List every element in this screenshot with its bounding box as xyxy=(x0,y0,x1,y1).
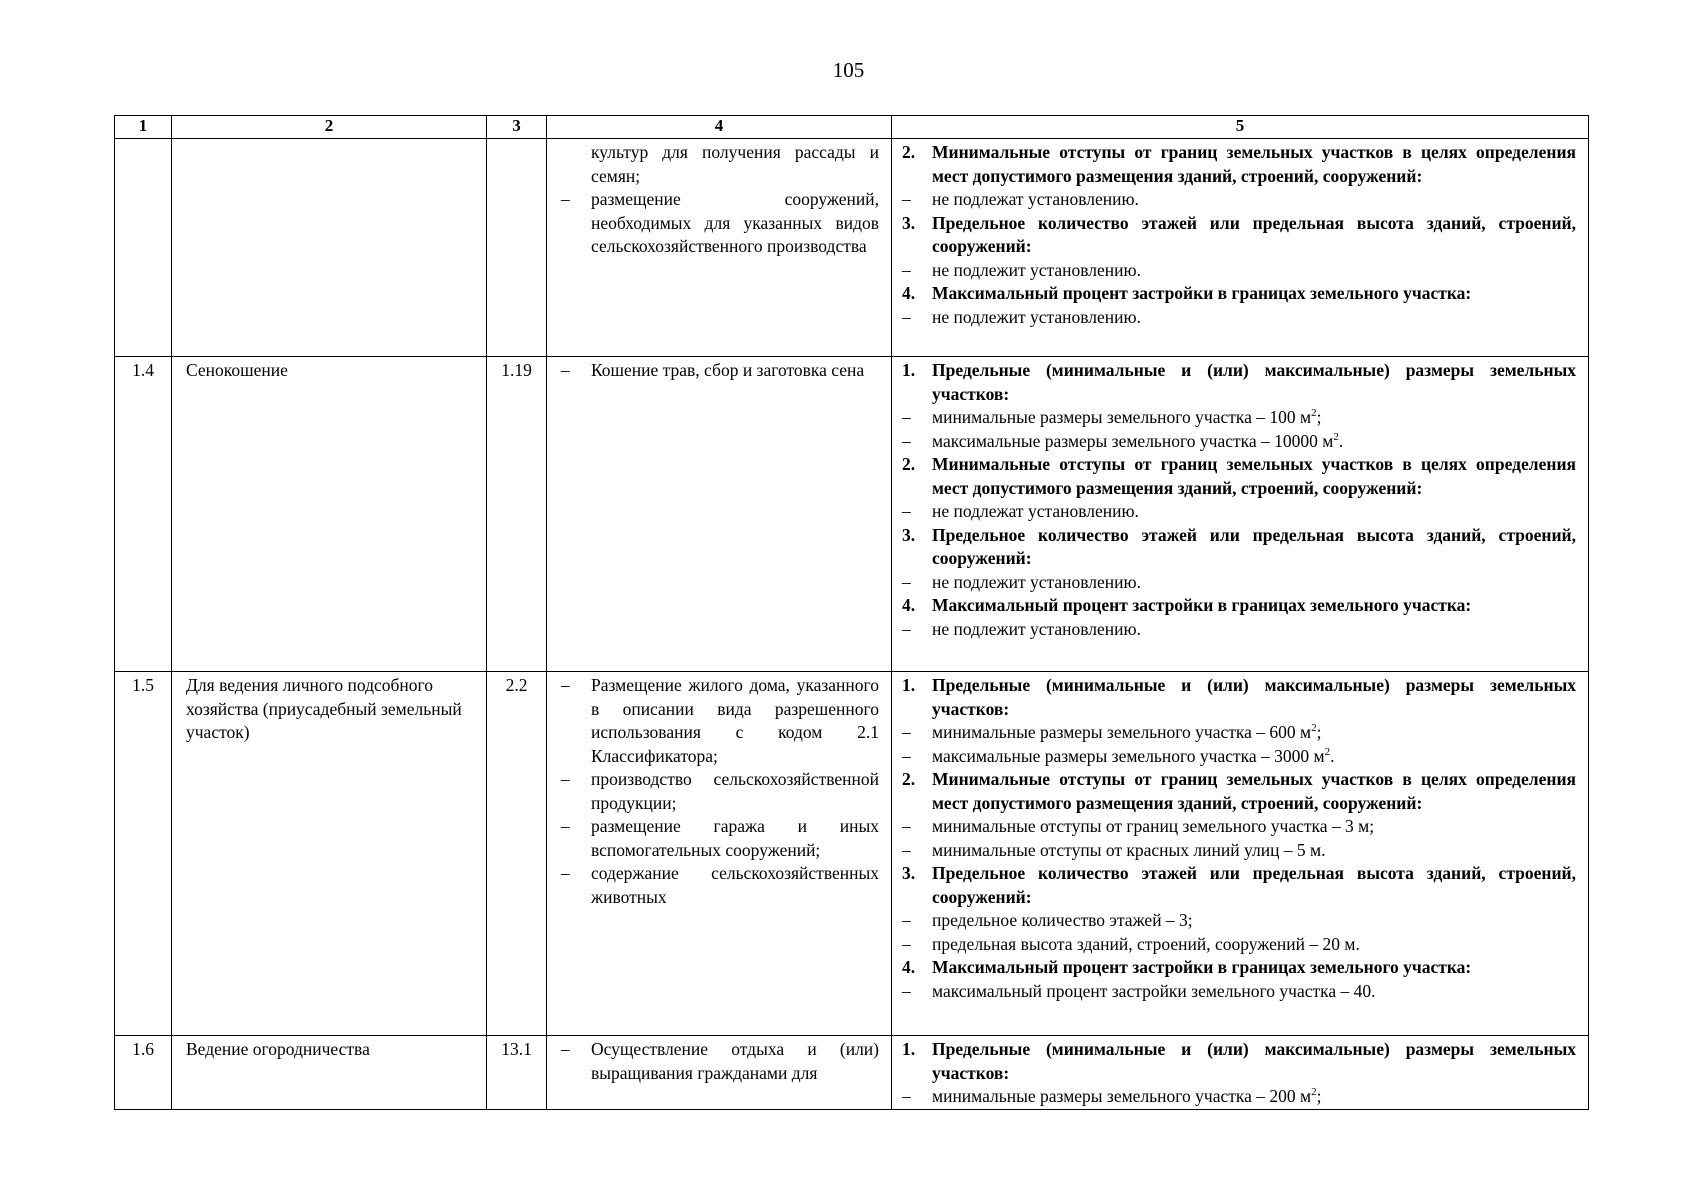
list-item xyxy=(902,1038,1576,1085)
list-marker: – xyxy=(561,189,570,209)
item-text: Предельное количество этажей или предельная высота зданий, строений, сооружений: xyxy=(932,863,1576,907)
list-item xyxy=(902,909,1576,933)
item-text: Предельные (минимальные и (или) максимальные) размеры земельных участков: xyxy=(932,1039,1576,1083)
list-item-text xyxy=(932,141,1576,188)
list-marker: – xyxy=(902,745,911,766)
list-item xyxy=(902,956,1576,980)
list-item xyxy=(902,839,1576,863)
list-marker: – xyxy=(902,980,911,1001)
table-row xyxy=(115,139,1589,357)
item-text: не подлежит установлению. xyxy=(932,259,1141,280)
list-item-text xyxy=(932,721,1576,745)
list-marker: 1. xyxy=(902,360,916,380)
list-item-text xyxy=(932,594,1576,618)
zoning-table xyxy=(114,115,1589,1110)
list-item-text xyxy=(932,839,1576,863)
superscript: 2 xyxy=(1311,1086,1317,1099)
list-item-text xyxy=(932,571,1576,595)
item-text: Минимальные отступы от границ земельных участков в целях определения мест допустимого размещения зданий, строений, сооружений: xyxy=(932,142,1576,186)
list-marker: – xyxy=(902,501,911,521)
item-text: Предельное количество этажей или предельная высота зданий, строений, сооружений: xyxy=(932,212,1576,256)
list-item-text xyxy=(932,815,1576,839)
table-row xyxy=(115,357,1589,672)
item-text: предельная высота зданий, строений, сооружений – 20 м. xyxy=(932,933,1360,954)
list-marker: 2. xyxy=(902,454,916,474)
list-marker: 4. xyxy=(902,595,916,615)
list-item-text xyxy=(932,500,1576,524)
list-item-text xyxy=(932,430,1576,454)
list-item xyxy=(561,359,879,383)
list-item xyxy=(561,674,879,768)
list-item xyxy=(902,500,1576,524)
list-marker: – xyxy=(902,430,911,451)
superscript: 2 xyxy=(1324,745,1331,758)
item-text: Предельные (минимальные и (или) максимальные) размеры земельных участков: xyxy=(932,675,1576,719)
list-marker: 4. xyxy=(902,957,916,977)
list-marker: – xyxy=(902,407,911,427)
use-code: 2.2 xyxy=(487,672,547,1036)
item-text: минимальные отступы от границ земельного участка – 3 м; xyxy=(932,816,1375,836)
list-marker: – xyxy=(902,910,911,930)
page-number: 105 xyxy=(832,58,865,82)
list-marker: 3. xyxy=(902,212,916,233)
list-marker: – xyxy=(561,360,570,380)
list-marker: 4. xyxy=(902,283,916,303)
list-marker: – xyxy=(902,1086,911,1106)
list-item xyxy=(902,453,1576,500)
row-number: 1.5 xyxy=(115,672,172,1036)
list-item-text xyxy=(932,359,1576,406)
list-item-text xyxy=(932,212,1576,259)
list-marker: – xyxy=(902,618,911,639)
use-description xyxy=(547,139,892,357)
list-item-text xyxy=(932,980,1576,1004)
item-text: минимальные отступы от красных линий улиц – 5 м. xyxy=(932,839,1326,860)
superscript: 2 xyxy=(1333,430,1339,443)
punctuation: ; xyxy=(1316,1086,1322,1106)
list-item-text xyxy=(932,745,1576,769)
list-marker: – xyxy=(902,306,911,327)
list-item-text xyxy=(932,406,1576,430)
item-text: не подлежит установлению. xyxy=(932,571,1141,592)
list-item xyxy=(902,306,1576,330)
list-item-text xyxy=(932,862,1576,909)
list-item-text: производство сельскохозяйственной продукции; xyxy=(591,769,879,813)
list-item xyxy=(902,980,1576,1004)
list-marker: – xyxy=(561,769,570,789)
item-text: предельное количество этажей – 3; xyxy=(932,910,1193,930)
item-text: максимальный процент застройки земельного участка – 40. xyxy=(932,980,1376,1001)
column-header: 1 xyxy=(115,116,172,139)
parameters xyxy=(892,357,1589,672)
list-item xyxy=(902,815,1576,839)
list-marker: 1. xyxy=(902,675,916,695)
list-marker: – xyxy=(902,839,911,860)
list-item xyxy=(902,674,1576,721)
list-item xyxy=(561,768,879,815)
table-header-row xyxy=(115,116,1589,139)
list-item xyxy=(902,259,1576,283)
item-text: Предельное количество этажей или предельная высота зданий, строений, сооружений: xyxy=(932,524,1576,568)
list-item-text xyxy=(932,306,1576,330)
use-name: Сенокошение xyxy=(172,357,487,672)
list-item-text xyxy=(932,188,1576,212)
list-item-text xyxy=(932,956,1576,980)
row-number xyxy=(115,139,172,357)
item-text: минимальные размеры земельного участка – 200 м xyxy=(932,1086,1312,1106)
list-item xyxy=(902,282,1576,306)
list-item xyxy=(902,745,1576,769)
use-description xyxy=(547,672,892,1036)
punctuation: . xyxy=(1338,430,1344,451)
item-text: максимальные размеры земельного участка – 3000 м xyxy=(932,745,1325,766)
use-description xyxy=(547,357,892,672)
punctuation: . xyxy=(1330,745,1335,766)
list-item-text: Размещение жилого дома, указанного в описании вида разрешенного использования с кодом 2.1 Классификатора; xyxy=(591,675,879,766)
list-item-text: размещение гаража и иных вспомогательных сооружений; xyxy=(591,816,879,860)
list-item xyxy=(902,933,1576,957)
column-header: 2 xyxy=(172,116,487,139)
table-row xyxy=(115,1036,1589,1110)
list-item-text xyxy=(932,933,1576,957)
list-marker: 3. xyxy=(902,863,916,883)
list-item-text xyxy=(932,1038,1576,1085)
use-name xyxy=(172,139,487,357)
list-item xyxy=(902,524,1576,571)
row-number: 1.4 xyxy=(115,357,172,672)
item-text: Минимальные отступы от границ земельных участков в целях определения мест допустимого размещения зданий, строений, сооружений: xyxy=(932,769,1576,813)
list-marker: – xyxy=(902,722,911,742)
list-marker: 2. xyxy=(902,142,916,162)
parameters xyxy=(892,1036,1589,1110)
list-item-text xyxy=(932,524,1576,571)
list-marker: 1. xyxy=(902,1039,916,1059)
item-text: Максимальный процент застройки в границах земельного участка: xyxy=(932,283,1472,303)
list-item-text: содержание сельскохозяйственных животных xyxy=(591,863,879,907)
list-marker: – xyxy=(902,571,911,592)
column-header: 4 xyxy=(547,116,892,139)
list-item-text xyxy=(932,259,1576,283)
use-code: 13.1 xyxy=(487,1036,547,1110)
row-number: 1.6 xyxy=(115,1036,172,1110)
list-marker: – xyxy=(561,863,570,883)
item-text: максимальные размеры земельного участка – 10000 м xyxy=(932,430,1334,451)
list-item-text: Осуществление отдыха и (или) выращивания гражданами для xyxy=(591,1039,879,1083)
list-item xyxy=(902,141,1576,188)
list-item-text xyxy=(932,768,1576,815)
list-marker: – xyxy=(561,675,570,695)
list-item xyxy=(561,862,879,909)
use-code: 1.19 xyxy=(487,357,547,672)
list-marker: 2. xyxy=(902,769,916,789)
list-marker: – xyxy=(902,189,911,209)
punctuation: ; xyxy=(1316,407,1322,427)
list-item xyxy=(902,571,1576,595)
list-item-text xyxy=(932,674,1576,721)
list-item xyxy=(561,1038,879,1085)
use-description xyxy=(547,1036,892,1110)
continued-text: культур для получения рассады и семян; xyxy=(591,142,879,186)
item-text: Максимальный процент застройки в границах земельного участка: xyxy=(932,595,1472,615)
use-name: Для ведения личного подсобного хозяйства (приусадебный земельный участок) xyxy=(172,672,487,1036)
list-item xyxy=(561,815,879,862)
use-code xyxy=(487,139,547,357)
list-item xyxy=(902,618,1576,642)
list-marker: – xyxy=(902,259,911,280)
list-item xyxy=(902,862,1576,909)
item-text: не подлежит установлению. xyxy=(932,306,1141,327)
table-row xyxy=(115,672,1589,1036)
superscript: 2 xyxy=(1311,407,1317,420)
list-item xyxy=(902,594,1576,618)
item-text: Предельные (минимальные и (или) максимальные) размеры земельных участков: xyxy=(932,360,1576,404)
column-header: 3 xyxy=(487,116,547,139)
list-marker: – xyxy=(902,816,911,836)
item-text: минимальные размеры земельного участка – 600 м xyxy=(932,722,1312,742)
item-text: не подлежат установлению. xyxy=(932,189,1139,209)
list-item-text xyxy=(932,453,1576,500)
list-item xyxy=(902,768,1576,815)
list-item xyxy=(902,406,1576,430)
list-item xyxy=(902,359,1576,406)
use-name: Ведение огородничества xyxy=(172,1036,487,1110)
list-item xyxy=(561,188,879,259)
list-item xyxy=(902,188,1576,212)
list-marker: – xyxy=(561,816,570,836)
list-item xyxy=(902,212,1576,259)
list-item xyxy=(902,721,1576,745)
superscript: 2 xyxy=(1311,722,1317,735)
list-marker: – xyxy=(902,933,911,954)
parameters xyxy=(892,139,1589,357)
list-item xyxy=(902,1085,1576,1109)
list-item-text xyxy=(932,618,1576,642)
item-text: минимальные размеры земельного участка – 100 м xyxy=(932,407,1312,427)
list-item-text xyxy=(932,909,1576,933)
item-text: не подлежат установлению. xyxy=(932,501,1139,521)
column-header: 5 xyxy=(892,116,1589,139)
parameters xyxy=(892,672,1589,1036)
list-item xyxy=(902,430,1576,454)
item-text: Максимальный процент застройки в границах земельного участка: xyxy=(932,957,1472,977)
list-marker: – xyxy=(561,1039,570,1059)
list-item-text: размещение сооружений, необходимых для указанных видов сельскохозяйственного производства xyxy=(591,189,879,256)
item-text: Минимальные отступы от границ земельных участков в целях определения мест допустимого размещения зданий, строений, сооружений: xyxy=(932,454,1576,498)
list-item-text xyxy=(932,1085,1576,1109)
list-item-text: Кошение трав, сбор и заготовка сена xyxy=(591,360,865,380)
punctuation: ; xyxy=(1316,722,1322,742)
item-text: не подлежит установлению. xyxy=(932,618,1141,639)
list-item-text xyxy=(932,282,1576,306)
list-marker: 3. xyxy=(902,524,916,545)
